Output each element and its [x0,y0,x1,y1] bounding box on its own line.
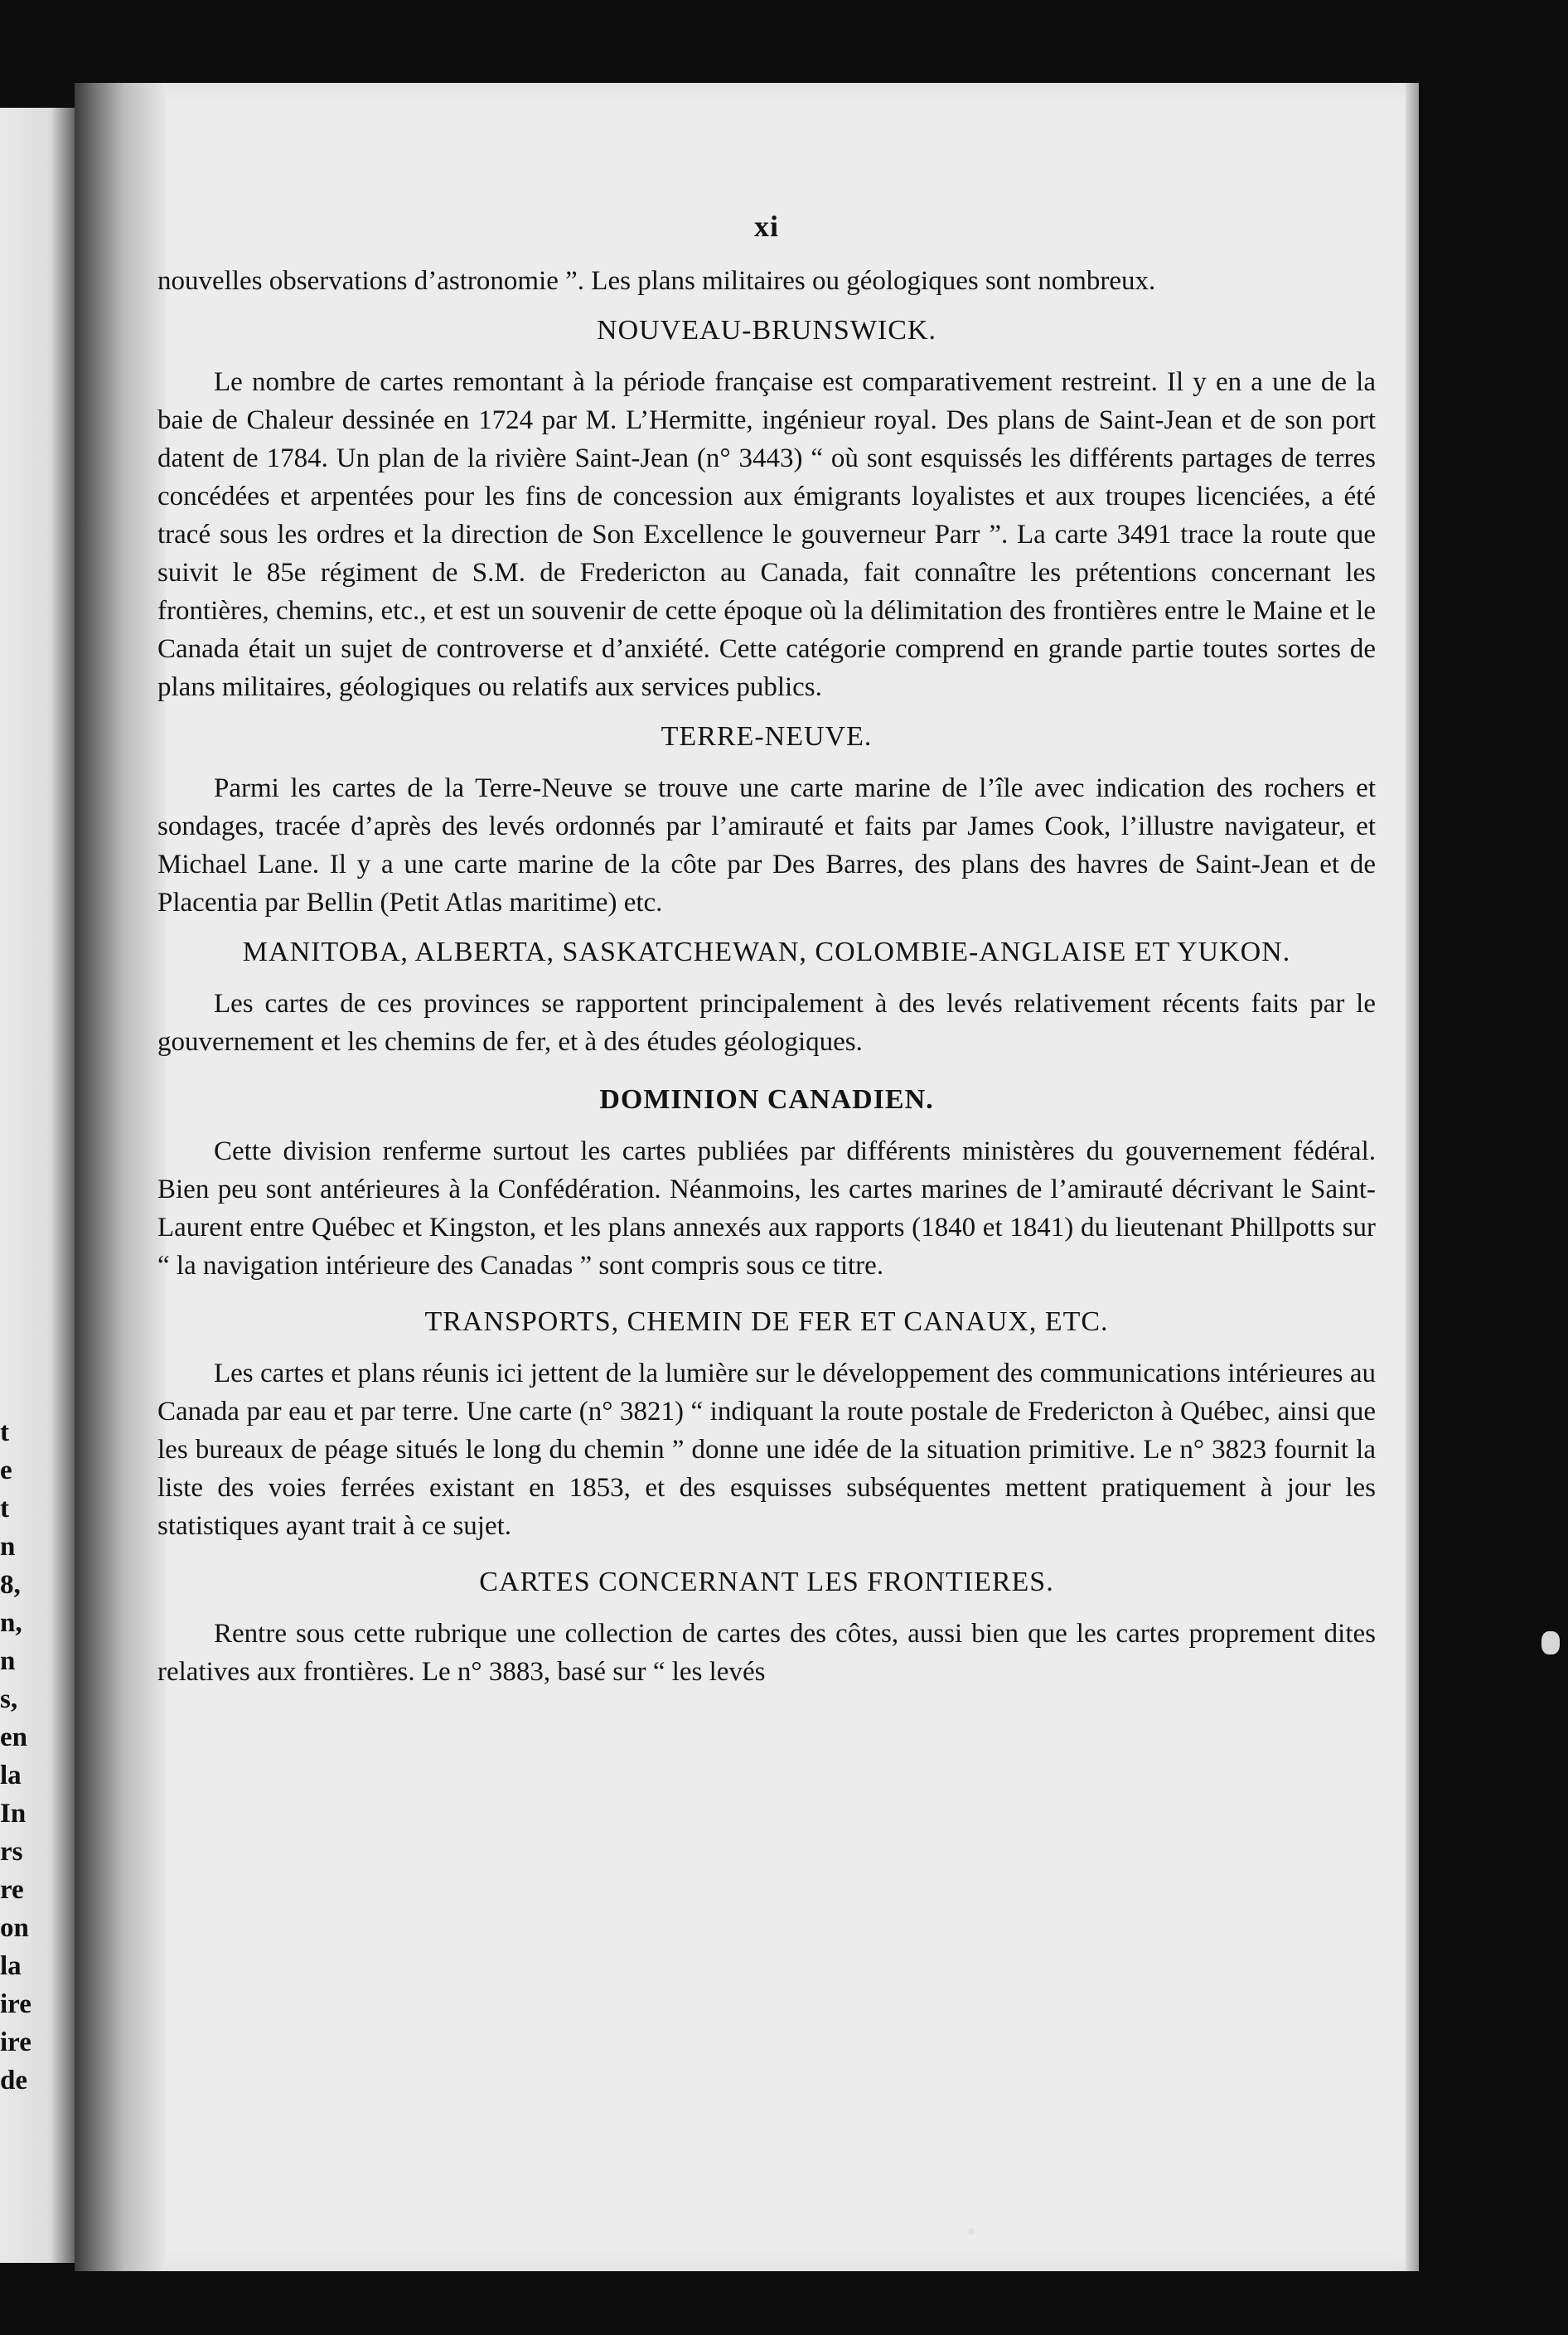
fragment: n [0,1646,16,1676]
page-number: xi [753,210,779,243]
fragment: n, [0,1608,22,1638]
section-heading: MANITOBA, ALBERTA, SASKATCHEWAN, COLOMBIE-ANGLAISE ET YUKON. [242,937,1291,967]
fragment: la [0,1951,22,1981]
scan-edge-mark [1541,1631,1560,1654]
fragment: e [0,1456,12,1485]
section-paragraph: Rentre sous cette rubrique une collection de cartes des côtes, aussi bien que les cartes proprement dites relatives aux frontières. Le n° 3883, basé sur “ les levés [157,1619,1376,1687]
section-paragraph: Les cartes et plans réunis ici jettent de la lumière sur le développement des communications intérieures au Canada par eau et par terre. Une carte (n° 3821) “ indiquant la route postale de Fredericton à Québec, ainsi que les bureaux de péage situés le long du chemin ” donne une idée de la situation primitive. Le n° 3823 fournit la liste des voies ferrées existant en 1853, et des esquisses subséquentes mettent pratiquement à jour les statistiques ayant trait à ce sujet. [157,1359,1376,1541]
fragment: t [0,1494,9,1524]
fragment: re [0,1875,24,1905]
fragment: 8, [0,1570,21,1600]
fragment: s, [0,1684,18,1714]
fragment: en [0,1722,27,1752]
fragment: t [0,1417,9,1447]
fragment: de [0,2066,27,2095]
book-page [75,83,1419,2271]
section-heading: CARTES CONCERNANT LES FRONTIERES. [479,1567,1054,1597]
fragment: on [0,1913,29,1943]
fragment: In [0,1799,27,1829]
page-gutter-shadow [75,83,166,2271]
section-heading: DOMINION CANADIEN. [599,1084,934,1115]
fragment: n [0,1532,16,1562]
section-paragraph: Parmi les cartes de la Terre-Neuve se trouve une carte marine de l’île avec indication des rochers et sondages, tracée d’après des levés ordonnés par l’amirauté et faits par James Cook, l’illustre navigateur, et Michael Lane. Il y a une carte marine de la côte par Des Barres, des plans des havres de Saint-Jean et de Placentia par Bellin (Petit Atlas maritime) etc. [157,773,1376,918]
fragment: ire [0,2027,31,2057]
fragment: la [0,1761,22,1790]
facing-page-text-fragments [0,1413,50,2100]
intro-paragraph: nouvelles observations d’astronomie ”. Les plans militaires ou géologiques sont nombreux. [157,266,1156,296]
scan-speck [968,2228,975,2235]
section-heading: NOUVEAU-BRUNSWICK. [597,315,936,346]
fragment: rs [0,1837,23,1867]
page-edge-shadow [1406,83,1419,2271]
section-paragraph: Cette division renferme surtout les cartes publiées par différents ministères du gouvernement fédéral. Bien peu sont antérieures à la Confédération. Néanmoins, les cartes marines de l’amirauté décrivant le Saint-Laurent entre Québec et Kingston, et les plans annexés aux rapports (1840 et 1841) du lieutenant Phillpotts sur “ la navigation intérieure des Canadas ” sont compris sous ce titre. [157,1136,1376,1281]
page-content [157,207,1376,1703]
fragment: ire [0,1989,31,2019]
section-paragraph: Les cartes de ces provinces se rapportent principalement à des levés relativement récents faits par le gouvernement et les chemins de fer, et à des études géologiques. [157,989,1376,1057]
section-heading: TRANSPORTS, CHEMIN DE FER ET CANAUX, ETC. [424,1306,1109,1337]
section-heading: TERRE-NEUVE. [661,721,873,752]
section-paragraph: Le nombre de cartes remontant à la période française est comparativement restreint. Il y en a une de la baie de Chaleur dessinée en 1724 par M. L’Hermitte, ingénieur royal. Des plans de Saint-Jean et de son port datent de 1784. Un plan de la rivière Saint-Jean (n° 3443) “ où sont esquissés les différents partages de terres concédées et arpentées pour les fins de concession aux émigrants loyalistes et aux troupes licenciées, a été tracé sous les ordres et la direction de Son Excellence le gouverneur Parr ”. La carte 3491 trace la route que suivit le 85e régiment de S.M. de Fredericton au Canada, fait connaître les prétentions concernant les frontières, chemins, etc., et est un souvenir de cette époque où la délimitation des frontières entre le Maine et le Canada était un sujet de controverse et d’anxiété. Cette catégorie comprend en grande partie toutes sortes de plans militaires, géologiques ou relatifs aux services publics. [157,367,1376,702]
